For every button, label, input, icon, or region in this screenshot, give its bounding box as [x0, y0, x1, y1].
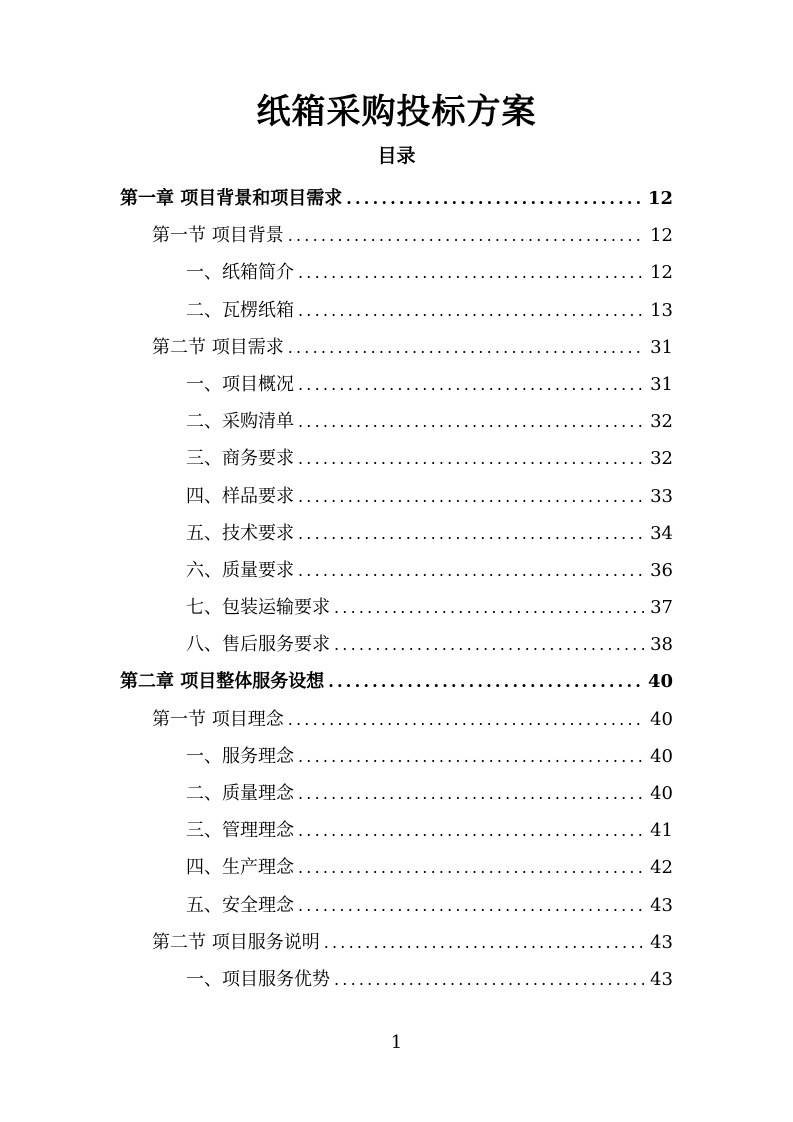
toc-entry[interactable] — [0, 478, 793, 515]
toc-entry-label: 第二节 项目需求 — [152, 336, 284, 358]
toc-dot-leader — [298, 366, 644, 403]
toc-dot-leader — [298, 292, 644, 329]
document-title: 纸箱采购投标方案 — [256, 92, 537, 132]
toc-entry-page: 41 — [650, 820, 673, 842]
toc-entry-label: 五、技术要求 — [186, 522, 294, 544]
toc-entry-page: 43 — [650, 894, 673, 916]
toc-entry-label: 四、样品要求 — [186, 485, 294, 507]
toc-entry[interactable] — [0, 292, 793, 329]
toc-dot-leader — [298, 254, 644, 291]
toc-entry-page: 40 — [650, 783, 673, 804]
toc-entry-page: 31 — [650, 336, 673, 358]
toc-entry-label: 三、商务要求 — [186, 448, 294, 470]
toc-dot-leader — [298, 738, 644, 775]
toc-entry-page: 43 — [650, 968, 673, 990]
toc-entry-page: 34 — [650, 522, 673, 544]
toc-dot-leader — [328, 663, 642, 700]
toc-entry-label: 四、生产理念 — [186, 857, 294, 879]
toc-dot-leader — [324, 924, 644, 961]
toc-entry[interactable] — [0, 775, 793, 812]
toc-entry[interactable] — [0, 403, 793, 440]
toc-entry-label: 七、包装运输要求 — [186, 597, 330, 619]
toc-entry-page: 40 — [647, 671, 673, 693]
toc-entry[interactable] — [0, 626, 793, 663]
toc-entry[interactable] — [0, 180, 793, 217]
toc-entry[interactable] — [0, 552, 793, 589]
toc-dot-leader — [298, 515, 644, 552]
toc-entry-label: 第一节 项目理念 — [152, 708, 284, 730]
toc-entry-page: 40 — [650, 708, 673, 730]
page-number: 1 — [390, 1032, 403, 1053]
toc-entry-label: 八、售后服务要求 — [186, 634, 330, 656]
toc-entry[interactable] — [0, 924, 793, 961]
toc-entry-label: 第二章 项目整体服务设想 — [120, 671, 325, 693]
toc-entry[interactable] — [0, 887, 793, 924]
toc-entry-label: 二、采购清单 — [186, 411, 294, 433]
toc-dot-leader — [298, 440, 644, 477]
toc-heading: 目录 — [377, 145, 416, 167]
toc-entry-label: 二、瓦楞纸箱 — [186, 299, 294, 321]
toc-entry-label: 五、安全理念 — [186, 894, 294, 916]
toc-entry-page: 12 — [650, 262, 673, 284]
toc-entry[interactable] — [0, 366, 793, 403]
toc-entry-page: 12 — [647, 188, 673, 209]
toc-entry-page: 37 — [650, 597, 673, 619]
toc-entry-label: 一、项目概况 — [186, 373, 294, 395]
toc-entry-page: 43 — [650, 931, 673, 953]
toc-entry-page: 33 — [650, 485, 673, 507]
toc-entry[interactable] — [0, 812, 793, 849]
toc-entry-label: 六、质量要求 — [186, 559, 294, 581]
toc-entry[interactable] — [0, 254, 793, 291]
toc-entry[interactable] — [0, 515, 793, 552]
toc-dot-leader — [298, 478, 644, 515]
toc-entry-label: 一、项目服务优势 — [186, 968, 330, 990]
toc-entry[interactable] — [0, 701, 793, 738]
toc-entry-label: 第二节 项目服务说明 — [152, 931, 320, 953]
toc-entry-label: 二、质量理念 — [186, 783, 294, 804]
toc-entry[interactable] — [0, 329, 793, 366]
toc-dot-leader — [288, 329, 644, 366]
toc-entry-page: 32 — [650, 411, 673, 433]
toc-dot-leader — [288, 701, 644, 738]
toc-entry-page: 13 — [650, 299, 673, 321]
toc-dot-leader — [298, 887, 644, 924]
toc-entry[interactable] — [0, 663, 793, 700]
toc-dot-leader — [334, 626, 644, 663]
toc-entry-label: 一、服务理念 — [186, 745, 294, 767]
toc-dot-leader — [346, 180, 642, 217]
toc-dot-leader — [298, 403, 644, 440]
toc-entry-page: 40 — [650, 745, 673, 767]
toc-dot-leader — [288, 217, 644, 254]
toc-entry[interactable] — [0, 217, 793, 254]
toc-entry[interactable] — [0, 961, 793, 998]
toc-entry-label: 三、管理理念 — [186, 820, 294, 842]
toc-dot-leader — [298, 552, 644, 589]
toc-entry-label: 第一章 项目背景和项目需求 — [120, 188, 343, 209]
toc-dot-leader — [298, 849, 644, 886]
table-of-contents — [0, 180, 793, 998]
toc-dot-leader — [334, 589, 644, 626]
toc-entry-page: 36 — [650, 559, 673, 581]
toc-entry[interactable] — [0, 849, 793, 886]
toc-entry-page: 42 — [650, 857, 673, 879]
toc-dot-leader — [298, 812, 644, 849]
toc-entry-label: 一、纸箱简介 — [186, 262, 294, 284]
toc-entry-page: 38 — [650, 634, 673, 656]
toc-entry[interactable] — [0, 738, 793, 775]
toc-entry-label: 第一节 项目背景 — [152, 225, 284, 247]
toc-dot-leader — [298, 775, 644, 812]
toc-entry-page: 32 — [650, 448, 673, 470]
toc-entry-page: 12 — [650, 225, 673, 247]
toc-entry[interactable] — [0, 589, 793, 626]
toc-entry-page: 31 — [650, 373, 673, 395]
toc-dot-leader — [334, 961, 644, 998]
toc-entry[interactable] — [0, 440, 793, 477]
